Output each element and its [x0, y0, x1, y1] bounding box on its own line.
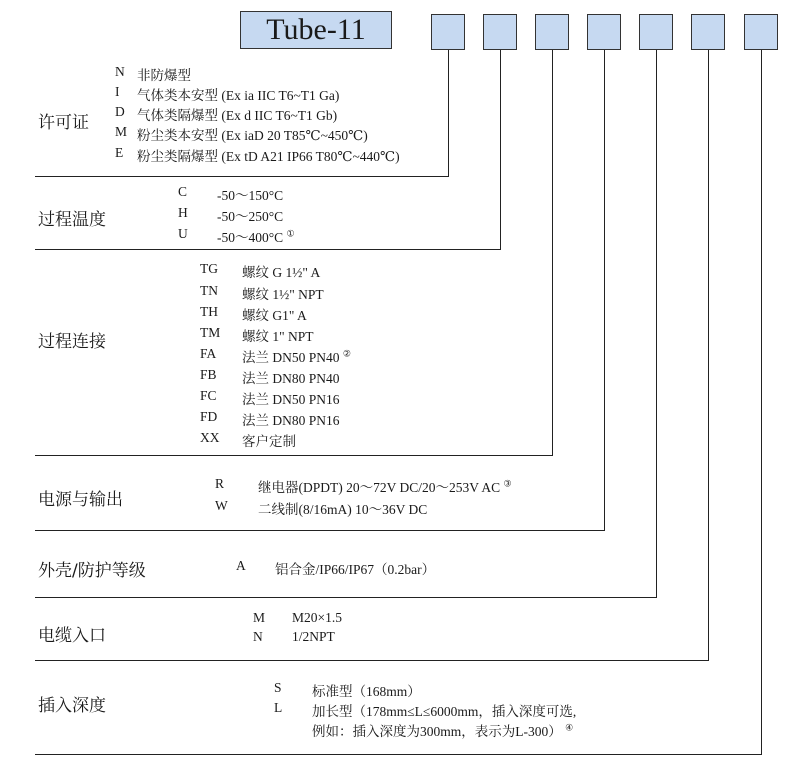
option-slot-7 [744, 14, 778, 50]
option-code: A [236, 558, 246, 573]
option-slot-3 [535, 14, 569, 50]
option-desc: 标准型（168mm） [312, 684, 421, 699]
option-code: M [253, 610, 266, 625]
section-label-process-temperature: 过程温度 [38, 210, 106, 230]
footnote-marker: ② [342, 348, 351, 359]
option-code: S [274, 680, 282, 695]
section-label-cable-entry: 电缆入口 [38, 626, 106, 646]
option-code: FD [200, 409, 218, 424]
option-desc: 粉尘类隔爆型 (Ex tD A21 IP66 T80℃~440℃) [137, 149, 400, 164]
option-slot-4 [587, 14, 621, 50]
option-desc: -50～400°C ① [217, 228, 295, 245]
separator-line-5 [35, 597, 657, 598]
section-label-insertion-depth: 插入深度 [38, 696, 106, 716]
separator-line-2 [35, 249, 501, 250]
connector-line-2 [500, 50, 501, 249]
section-label-enclosure-protection: 外壳/防护等级 [38, 561, 146, 581]
option-desc: 非防爆型 [137, 68, 191, 83]
option-desc: 法兰 DN80 PN16 [242, 413, 340, 428]
connector-line-7 [761, 50, 762, 754]
connector-line-5 [656, 50, 657, 597]
option-desc: 1/2NPT [292, 629, 335, 644]
option-code: N [253, 629, 263, 644]
option-code: TG [200, 261, 218, 276]
model-name-box: Tube-11 [240, 11, 392, 49]
option-slot-2 [483, 14, 517, 50]
option-code: FA [200, 346, 217, 361]
option-code: W [215, 498, 228, 513]
connector-line-6 [708, 50, 709, 660]
connector-line-4 [604, 50, 605, 530]
section-label-license: 许可证 [38, 113, 89, 133]
footnote-marker: ① [286, 228, 295, 239]
option-code: C [178, 184, 188, 199]
separator-line-7 [35, 754, 762, 755]
connector-line-1 [448, 50, 449, 176]
separator-line-1 [35, 176, 449, 177]
option-code: R [215, 476, 225, 491]
option-desc: 法兰 DN80 PN40 [242, 371, 340, 386]
option-code: N [115, 64, 125, 79]
option-desc: 法兰 DN50 PN40 ② [242, 348, 351, 365]
option-desc: 客户定制 [242, 434, 296, 449]
option-code: I [115, 84, 120, 99]
option-code: TM [200, 325, 221, 340]
separator-line-3 [35, 455, 553, 456]
option-desc: 螺纹 G1" A [242, 308, 307, 323]
option-desc: -50～150°C [217, 188, 284, 203]
option-code: FB [200, 367, 217, 382]
option-code: L [274, 700, 283, 715]
option-desc: -50～250°C [217, 209, 284, 224]
option-code: XX [200, 430, 220, 445]
option-code: D [115, 104, 125, 119]
section-label-power-output: 电源与输出 [38, 490, 123, 510]
separator-line-6 [35, 660, 709, 661]
option-slot-1 [431, 14, 465, 50]
option-desc: 气体类本安型 (Ex ia IIC T6~T1 Ga) [137, 88, 340, 103]
option-desc: M20×1.5 [292, 610, 342, 625]
option-desc: 加长型（178mm≤L≤6000mm，插入深度可选, [312, 704, 577, 719]
separator-line-4 [35, 530, 605, 531]
connector-line-3 [552, 50, 553, 455]
option-code: FC [200, 388, 217, 403]
option-code: TH [200, 304, 218, 319]
option-slot-5 [639, 14, 673, 50]
option-desc: 继电器(DPDT) 20～72V DC/20～253V AC ③ [258, 478, 512, 495]
footnote-marker: ③ [503, 478, 512, 489]
option-desc: 气体类隔爆型 (Ex d IIC T6~T1 Gb) [137, 108, 338, 123]
option-desc: 例如：插入深度为300mm，表示为L-300） ④ [312, 722, 574, 739]
option-code: U [178, 226, 188, 241]
option-slot-6 [691, 14, 725, 50]
option-desc: 螺纹 1" NPT [242, 329, 314, 344]
footnote-marker: ④ [565, 722, 574, 733]
option-code: TN [200, 283, 218, 298]
option-code: H [178, 205, 188, 220]
option-desc: 二线制(8/16mA) 10～36V DC [258, 502, 428, 517]
option-code: E [115, 145, 124, 160]
option-desc: 法兰 DN50 PN16 [242, 392, 340, 407]
option-desc: 螺纹 1½" NPT [242, 287, 324, 302]
option-code: M [115, 124, 128, 139]
option-desc: 粉尘类本安型 (Ex iaD 20 T85℃~450℃) [137, 128, 368, 143]
option-desc: 铝合金/IP66/IP67（0.2bar） [275, 562, 436, 577]
option-desc: 螺纹 G 1½" A [242, 265, 321, 280]
section-label-process-connection: 过程连接 [38, 332, 106, 352]
